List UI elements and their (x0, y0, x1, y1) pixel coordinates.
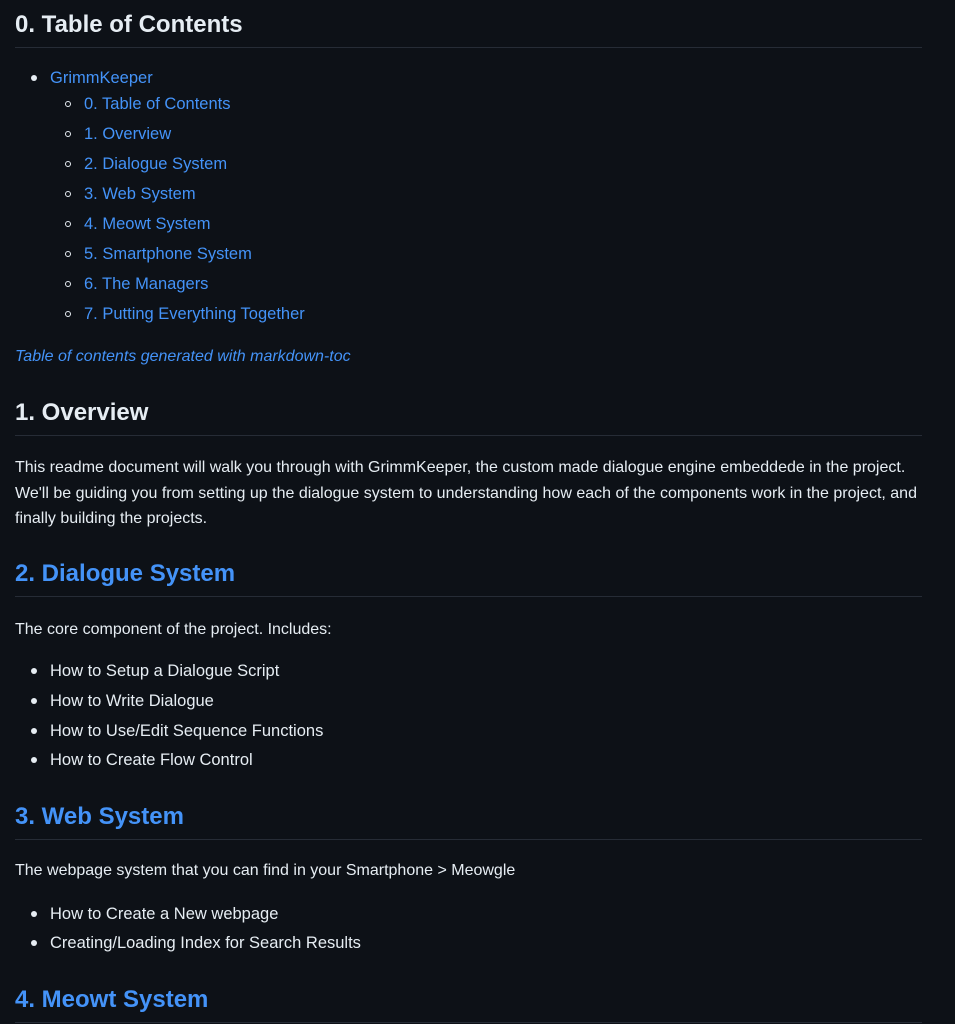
toc-sub-bullet (65, 131, 71, 137)
toc-link-the-managers[interactable]: 6. The Managers (84, 275, 209, 293)
toc-link-meowt-system[interactable]: 4. Meowt System (84, 215, 211, 233)
web-intro: The webpage system that you can find in your Smartphone > Meowgle (15, 862, 516, 879)
toc-link-overview[interactable]: 1. Overview (84, 125, 172, 143)
dialogue-intro: The core component of the project. Includes: (15, 621, 332, 638)
toc-generator-note-link[interactable]: Table of contents generated with markdown-toc (15, 348, 351, 365)
toc-link-smartphone-system[interactable]: 5. Smartphone System (84, 245, 252, 263)
list-bullet (31, 668, 37, 674)
toc-sub-bullet (65, 311, 71, 317)
web-list-item: Creating/Loading Index for Search Results (50, 934, 361, 952)
overview-paragraph: This readme document will walk you through with GrimmKeeper, the custom made dialogue engine embeddede in the project. We'll be guiding you from setting up the dialogue system to understanding how each of the components work in the project, and finally building the projects. (15, 459, 917, 527)
web-heading-divider (15, 839, 922, 840)
toc-root-bullet (31, 75, 37, 81)
dialogue-list-item: How to Use/Edit Sequence Functions (50, 722, 324, 740)
toc-sub-bullet (65, 101, 71, 107)
toc-link-putting-everything-together[interactable]: 7. Putting Everything Together (84, 305, 305, 323)
toc-heading-divider (15, 47, 922, 48)
toc-link-dialogue-system[interactable]: 2. Dialogue System (84, 155, 228, 173)
list-bullet (31, 698, 37, 704)
web-system-heading[interactable]: 3. Web System (15, 803, 184, 830)
toc-sub-bullet (65, 191, 71, 197)
toc-link-grimmkeeper[interactable]: GrimmKeeper (50, 69, 153, 87)
overview-heading: 1. Overview (15, 399, 149, 426)
dialogue-list-item: How to Create Flow Control (50, 751, 253, 769)
dialogue-list-item: How to Setup a Dialogue Script (50, 662, 280, 680)
toc-link-web-system[interactable]: 3. Web System (84, 185, 196, 203)
overview-heading-divider (15, 435, 922, 436)
dialogue-system-heading[interactable]: 2. Dialogue System (15, 560, 236, 587)
meowt-heading-divider (15, 1022, 922, 1023)
toc-sub-bullet (65, 161, 71, 167)
dialogue-list-item: How to Write Dialogue (50, 692, 214, 710)
toc-sub-bullet (65, 221, 71, 227)
list-bullet (31, 940, 37, 946)
list-bullet (31, 911, 37, 917)
dialogue-heading-divider (15, 596, 922, 597)
list-bullet (31, 728, 37, 734)
list-bullet (31, 757, 37, 763)
toc-link-table-of-contents[interactable]: 0. Table of Contents (84, 95, 231, 113)
toc-heading: 0. Table of Contents (15, 11, 243, 38)
meowt-system-heading[interactable]: 4. Meowt System (15, 986, 209, 1013)
toc-sub-bullet (65, 281, 71, 287)
web-list-item: How to Create a New webpage (50, 905, 279, 923)
toc-sub-bullet (65, 251, 71, 257)
